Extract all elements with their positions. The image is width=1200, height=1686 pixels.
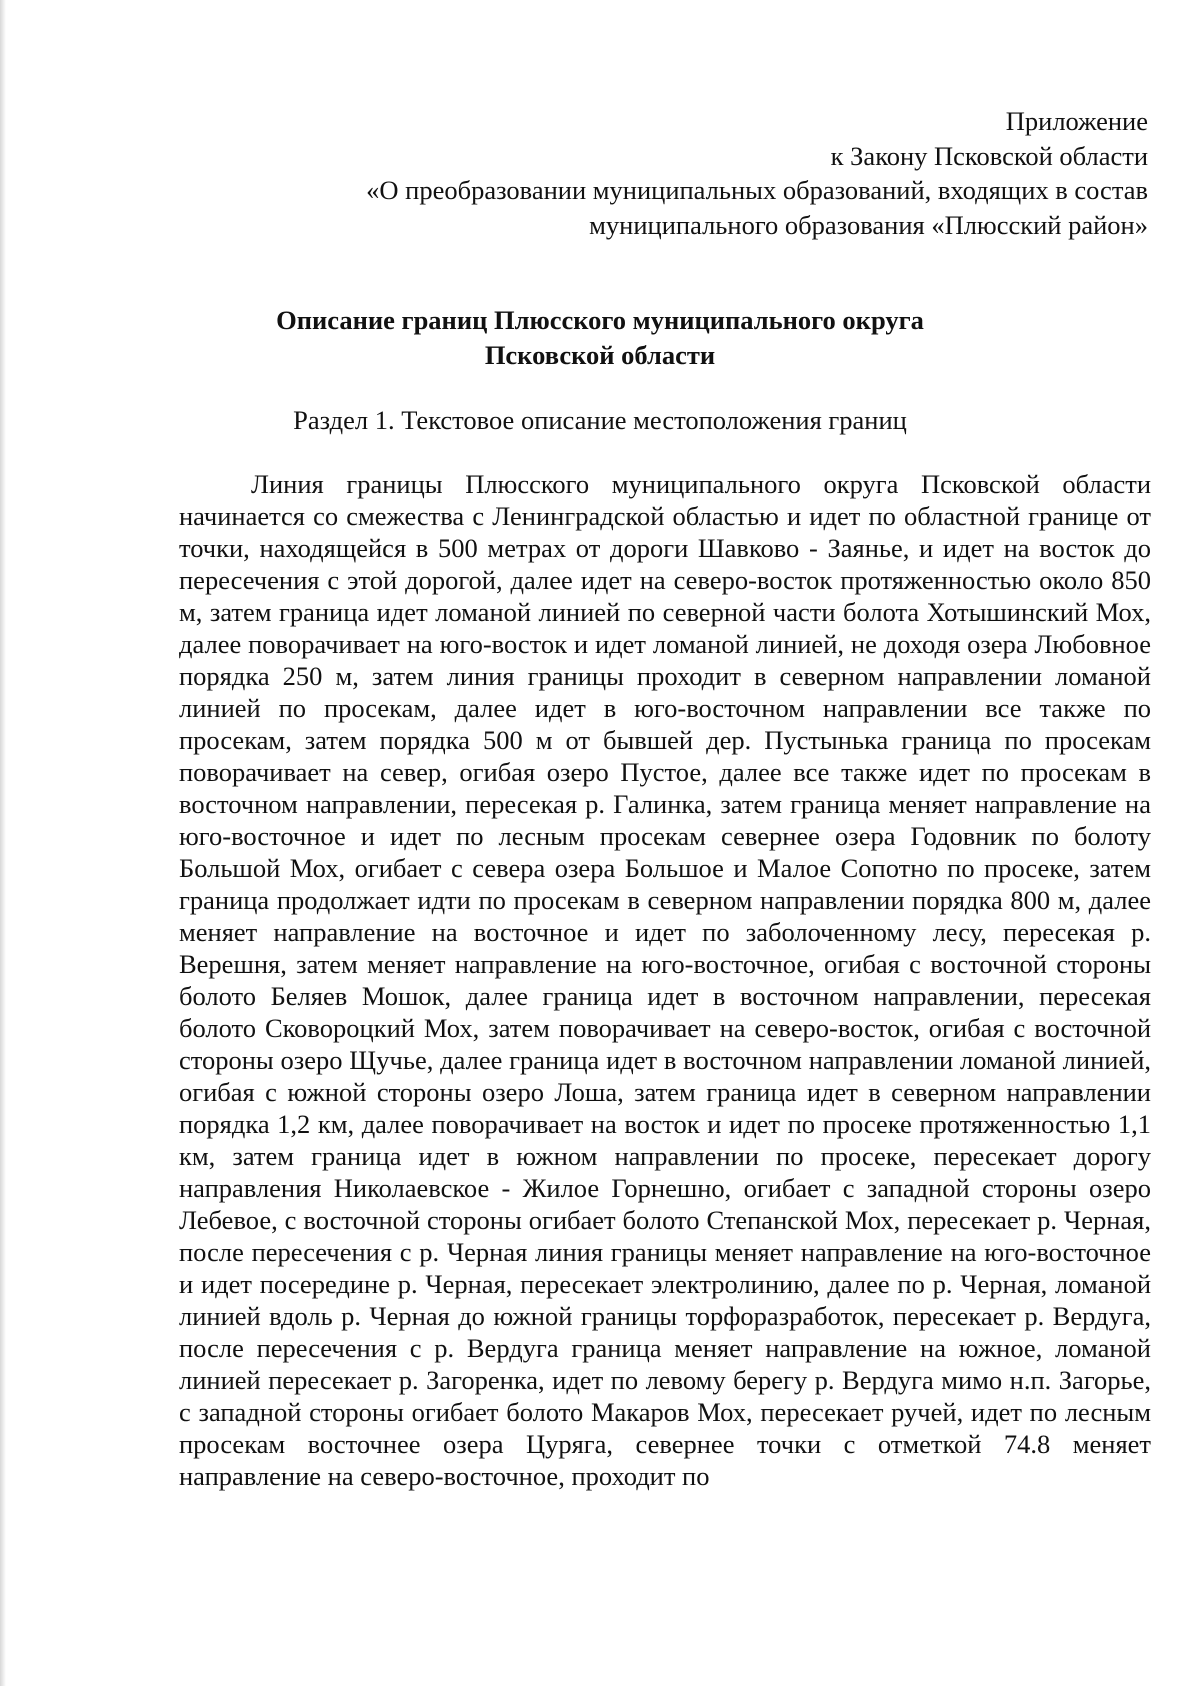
appendix-line-2: к Закону Псковской области [830,140,1148,171]
appendix-line-4: муниципального образования «Плюсский район» [589,209,1148,240]
title-line-1: Описание границ Плюсского муниципального округа [276,305,924,335]
title-line-2: Псковской области [484,340,716,370]
document-title [150,303,1050,373]
body-paragraph: Линия границы Плюсского муниципального округа Псковской области начинается со смежества с Ленинградской областью и идет по областной границе от точки, находящейся в 500 метрах от дороги Шавково - Заянье, и идет на восток до пересечения с этой дорогой, далее идет на северо-восток протяженностью около 850 м, затем граница идет ломаной линией по северной части болота Хотышинский Мох, далее поворачивает на юго-восток и идет ломаной линией, не доходя озера Любовное порядка 250 м, затем линия границы проходит в северном направлении ломаной линией по просекам, далее идет в юго-восточном направлении все также по просекам, затем порядка 500 м от бывшей дер. Пустынька граница по просекам поворачивает на север, огибая озеро Пустое, далее все также идет по просекам в восточном направлении, пересекая р. Галинка, затем граница меняет направление на юго-восточное и идет по лесным просекам севернее озера Годовник по болоту Большой Мох, огибает с севера озера Большое и Малое Сопотно по просеке, затем граница продолжает идти по просекам в северном направлении порядка 800 м, далее меняет направление на восточное и идет по заболоченному лесу, пересекая р. Верешня, затем меняет направление на юго-восточное, огибая с восточной стороны болото Беляев Мошок, далее граница идет в восточном направлении, пересекая болото Сковороцкий Мох, затем поворачивает на северо-восток, огибая с восточной стороны озеро Щучье, далее граница идет в восточном направлении ломаной линией, огибая с южной стороны озеро Лоша, затем граница идет в северном направлении порядка 1,2 км, далее поворачивает на восток и идет по просеке протяженностью 1,1 км, затем граница идет в южном направлении по просеке, пересекает дорогу направления Николаевское - Жилое Горнешно, огибает с западной стороны озеро Лебевое, с восточной стороны огибает болото Степанской Мох, пересекает р. Черная, после пересечения с р. Черная линия границы меняет направление на юго-восточное и идет посередине р. Черная, пересекает электролинию, далее по р. Черная, ломаной линией вдоль р. Черная до южной границы торфоразработок, пересекает р. Вердуга, после пересечения с р. Вердуга граница меняет направление на южное, ломаной линией пересекает р. Загоренка, идет по левому берегу р. Вердуга мимо н.п. Загорье, с западной стороны огибает болото Макаров Мох, пересекает ручей, идет по лесным просекам восточнее озера Цуряга, севернее точки с отметкой 74.8 меняет направление на северо-восточное, проходит по [179,469,1151,1491]
appendix-line-1: Приложение [1005,106,1148,136]
appendix-header [248,104,1148,242]
appendix-line-3: «О преобразовании муниципальных образований, входящих в состав [366,175,1148,205]
scan-edge [0,0,6,1686]
section-heading: Раздел 1. Текстовое описание местоположения границ [293,405,907,435]
